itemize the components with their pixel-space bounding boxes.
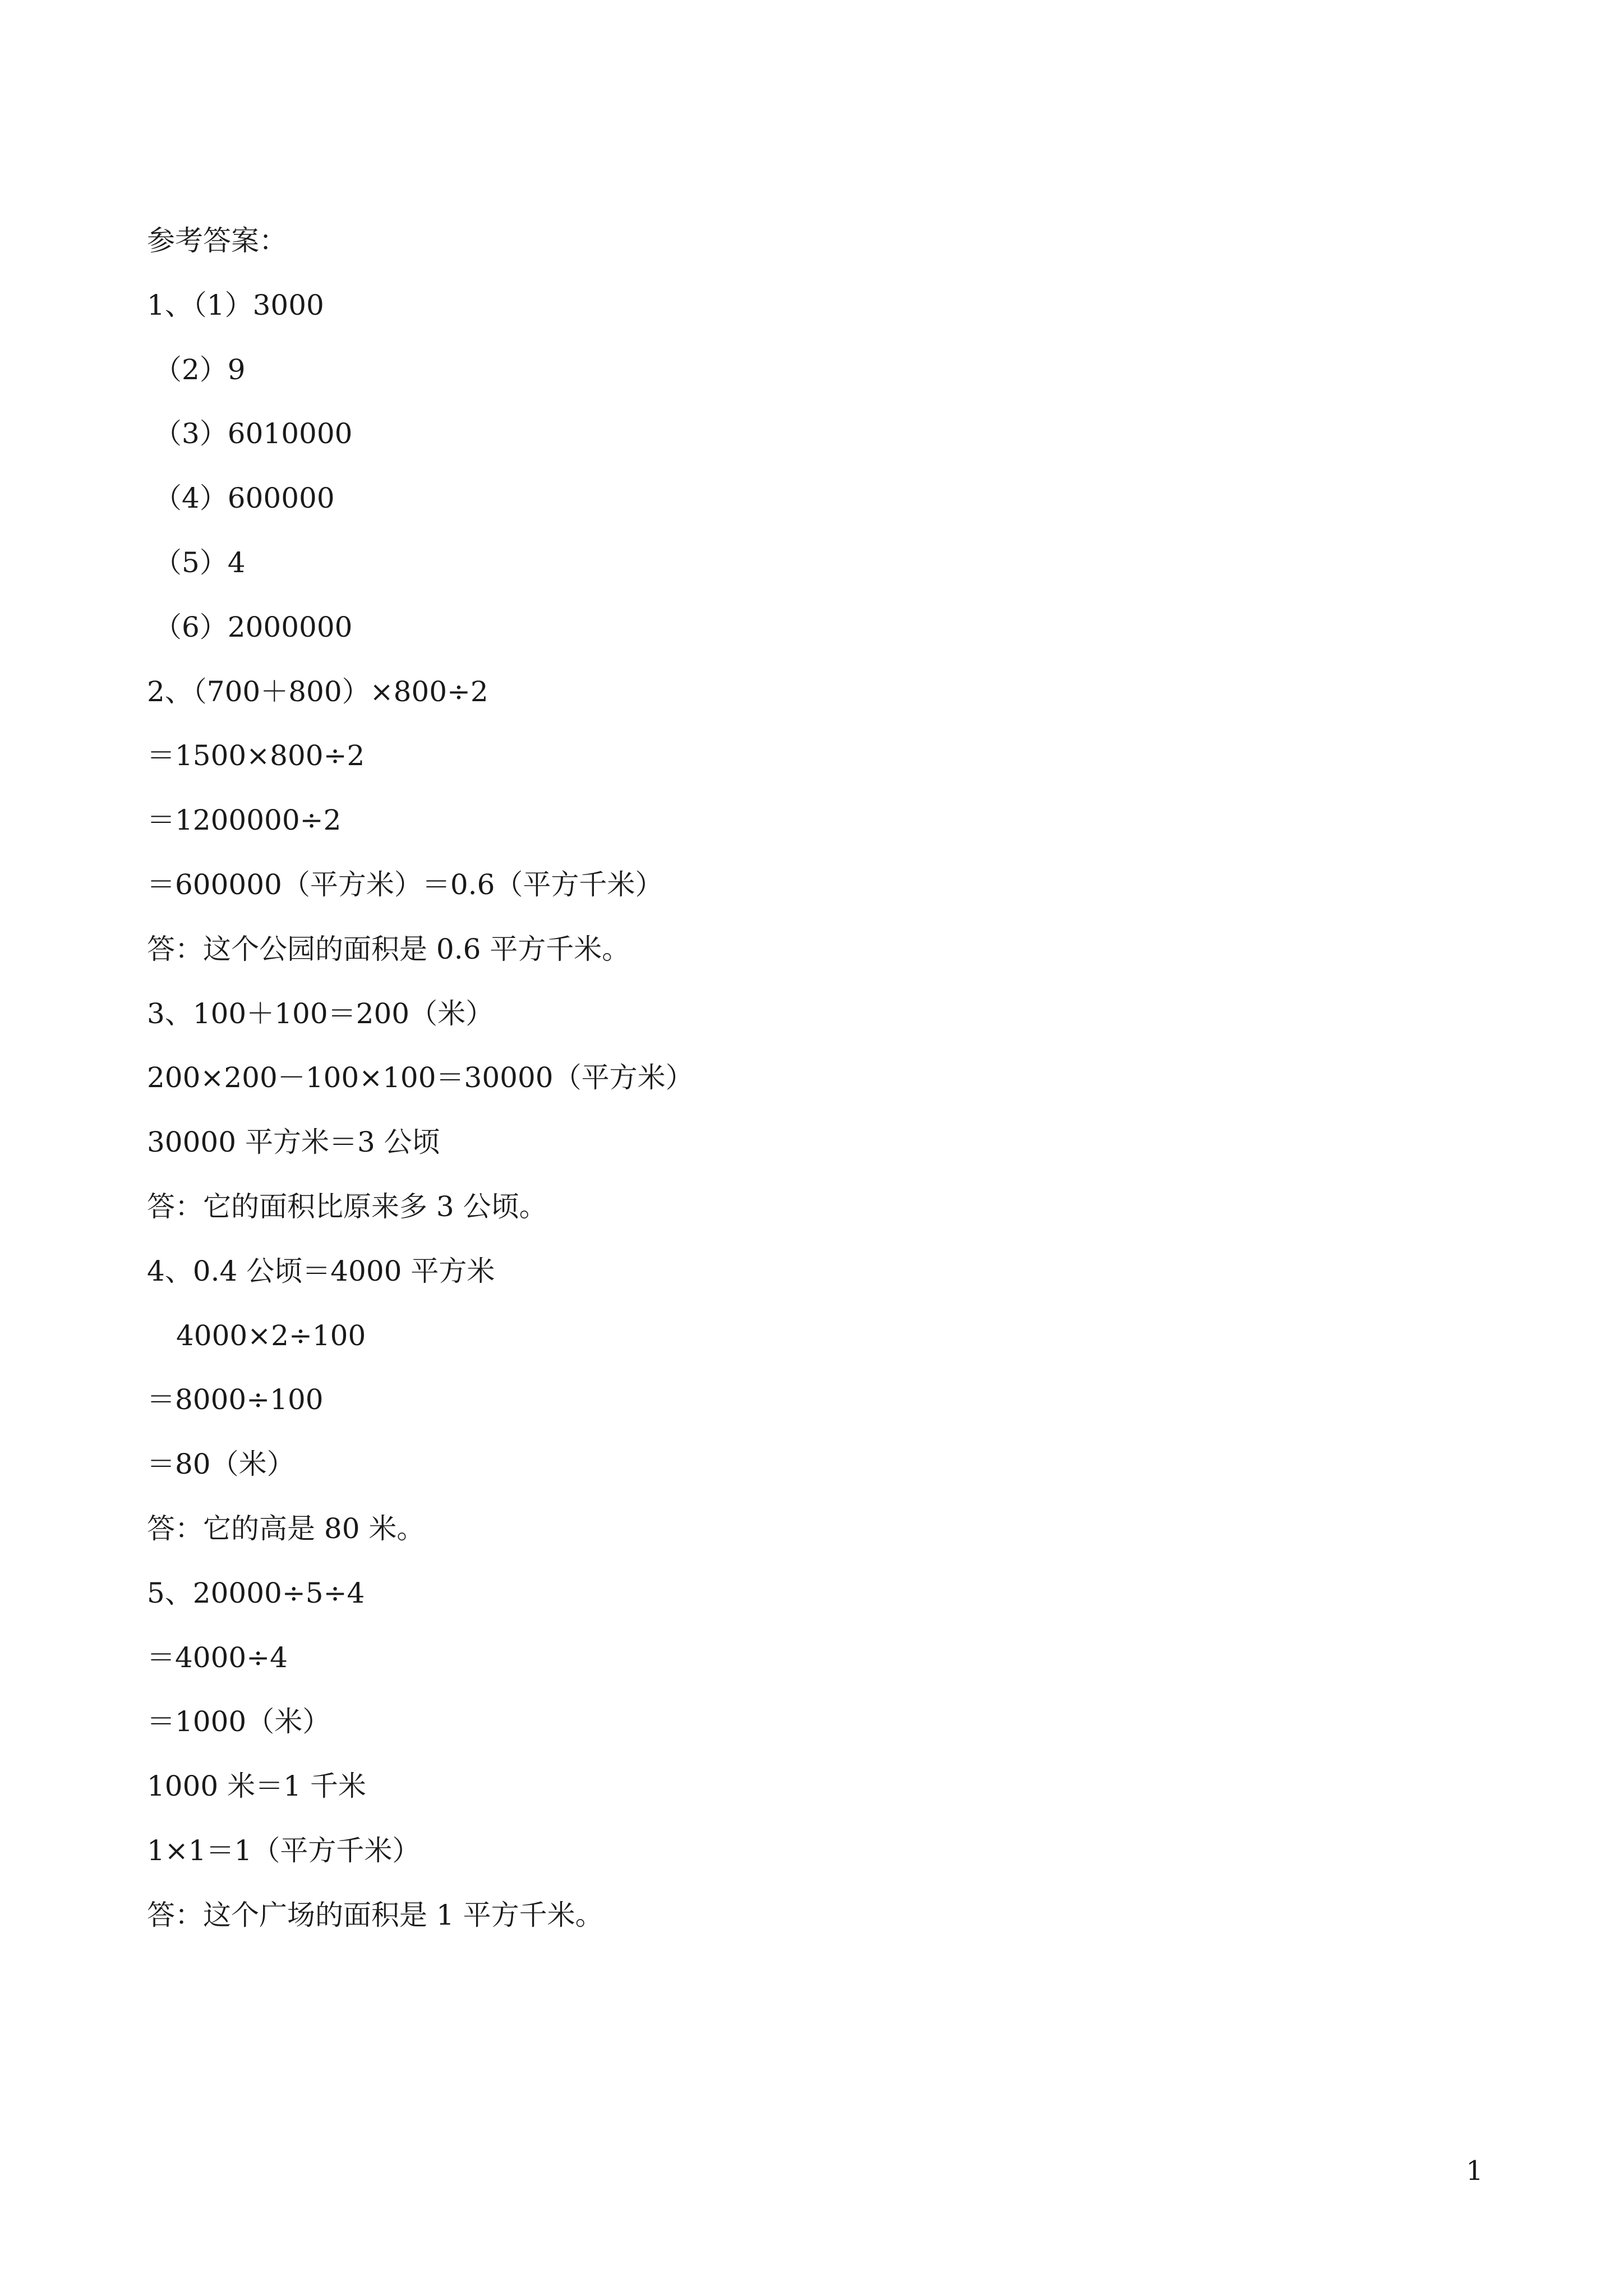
answer-line-2-step-2: ＝1500×800÷2 (147, 739, 365, 772)
answer-line-4-step-1: 4、0.4 公顷＝4000 平方米 (147, 1254, 495, 1287)
answer-line-1-2: （2）9 (154, 353, 246, 386)
answer-line-4-step-2: 4000×2÷100 (176, 1319, 366, 1352)
answer-key-heading: 参考答案： (147, 224, 287, 257)
answer-line-4-step-3: ＝8000÷100 (147, 1383, 324, 1416)
answer-line-5-step-2: ＝4000÷4 (147, 1641, 288, 1674)
answer-line-5-step-4: 1000 米＝1 千米 (147, 1770, 366, 1803)
answer-line-3-step-1: 3、100＋100＝200（米） (147, 997, 494, 1030)
answer-line-1-6: （6）2000000 (154, 610, 353, 643)
answer-line-3-conclusion: 答：它的面积比原来多 3 公顷。 (147, 1190, 547, 1223)
answer-line-5-step-1: 5、20000÷5÷4 (147, 1576, 365, 1609)
answer-line-2-step-3: ＝1200000÷2 (147, 804, 342, 837)
answer-line-1-5: （5）4 (154, 546, 246, 579)
answer-line-2-step-1: 2、（700＋800）×800÷2 (147, 675, 488, 708)
answer-line-3-step-2: 200×200－100×100＝30000（平方米） (147, 1061, 694, 1094)
answer-line-2-conclusion: 答：这个公园的面积是 0.6 平方千米。 (147, 932, 630, 965)
answer-line-4-step-4: ＝80（米） (147, 1448, 295, 1481)
answer-line-5-step-5: 1×1＝1（平方千米） (147, 1834, 421, 1867)
answer-line-1-3: （3）6010000 (154, 417, 353, 450)
answer-line-5-conclusion: 答：这个广场的面积是 1 平方千米。 (147, 1898, 603, 1931)
answer-line-1-1: 1、（1）3000 (147, 288, 324, 321)
page-number: 1 (1466, 2155, 1483, 2187)
answer-line-3-step-3: 30000 平方米＝3 公顷 (147, 1126, 440, 1159)
answer-line-4-conclusion: 答：它的高是 80 米。 (147, 1512, 425, 1545)
answer-line-2-step-4: ＝600000（平方米）＝0.6（平方千米） (147, 868, 663, 901)
answer-key-body (147, 209, 1493, 1948)
answer-line-1-4: （4）600000 (154, 482, 335, 515)
answer-line-5-step-3: ＝1000（米） (147, 1705, 331, 1738)
